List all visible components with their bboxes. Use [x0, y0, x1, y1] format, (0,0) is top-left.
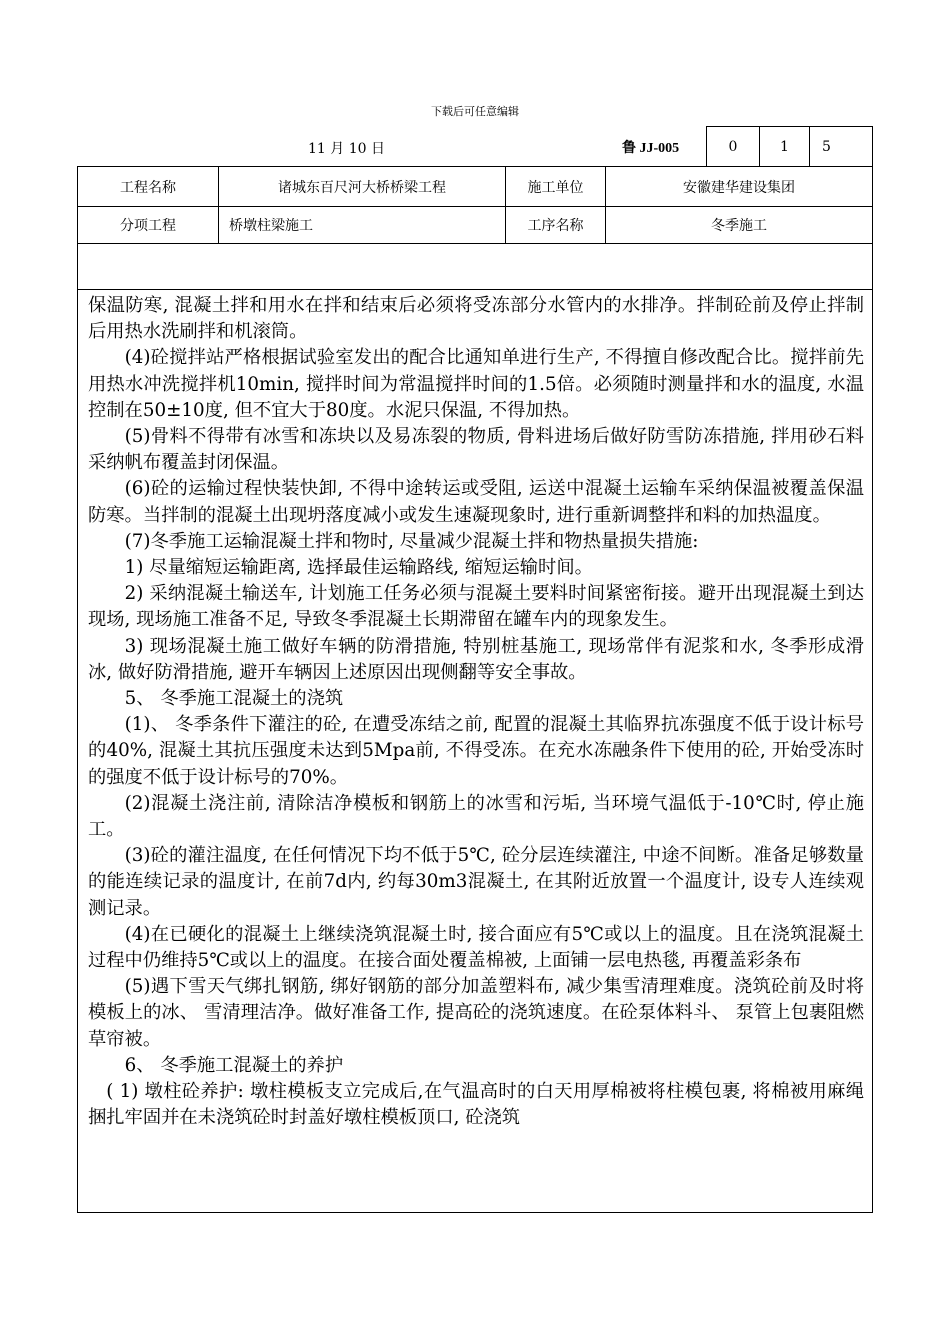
paragraph: 1) 尽量缩短运输距离, 选择最佳运输路线, 缩短运输时间。: [124, 557, 593, 579]
section-heading: 6、 冬季施工混凝土的养护: [124, 1054, 344, 1076]
section-heading: 5、 冬季施工混凝土的浇筑: [124, 688, 344, 710]
construction-record-table: [77, 166, 873, 1213]
project-name-value: 诸城东百尺河大桥桥梁工程: [219, 167, 506, 206]
number-box-3: 5: [809, 126, 873, 166]
contractor-label: 施工单位: [506, 167, 606, 206]
paragraph: (5)骨料不得带有冰雪和冻块以及易冻裂的物质, 骨料进场后做好防雪防冻措施, 拌用砂石料采纳帆布覆盖封闭保温。: [88, 426, 864, 474]
paragraph: (1)、 冬季条件下灌注的砼, 在遭受冻结之前, 配置的混凝土其临界抗冻强度不低于设计标号的40%, 混凝土其抗压强度未达到5Mpa前, 不得受冻。在充水冻融条件下使用的砼, 开始受冻时的强度不低于设计标号的70%。: [88, 714, 864, 788]
sub-project-label: 分项工程: [78, 207, 219, 243]
paragraph: 2) 采纳混凝土输送车, 计划施工任务必须与混凝土要料时间紧密衔接。避开出现混凝土到达现场, 现场施工准备不足, 导致冬季混凝土长期滞留在罐车内的现象发生。: [88, 583, 864, 631]
table-row-subproject: [78, 207, 872, 244]
form-code: 鲁 JJ-005: [622, 141, 680, 156]
paragraph: (4)在已硬化的混凝土上继续浇筑混凝土时, 接合面应有5℃或以上的温度。且在浇筑混凝土过程中仍维持5℃或以上的温度。在接合面处覆盖棉被, 上面铺一层电热毯, 再覆盖彩条布: [88, 923, 864, 972]
paragraph: (4)砼搅拌站严格根据试验室发出的配合比通知单进行生产, 不得擅自修改配合比。搅拌前先用热水冲洗搅拌机10min, 搅拌时间为常温搅拌时间的1.5倍。必须随时测量拌和水的温度, 水温控制在50±10度, 但不宜大于80度。水泥只保温, 不得加热。: [88, 347, 864, 421]
project-name-label: 工程名称: [78, 167, 219, 206]
paragraph: 3) 现场混凝土施工做好车辆的防滑措施, 特别桩基施工, 现场常伴有泥浆和水, 冬季形成滑冰, 做好防滑措施, 避开车辆因上述原因出现侧翻等安全事故。: [88, 635, 864, 683]
process-value: 冬季施工: [711, 218, 767, 234]
contractor-value: 安徽建华建设集团: [683, 179, 795, 196]
paragraph: (6)砼的运输过程快装快卸, 不得中途转运或受阻, 运送中混凝土运输车采纳保温被覆盖保温防寒。当拌制的混凝土出现坍落度减小或发生速凝现象时, 进行重新调整拌和料的加热温度。: [88, 478, 864, 526]
paragraph: ( 1) 墩柱砼养护: 墩柱模板支立完成后,在气温高时的白天用厚棉被将柱模包裹, 将棉被用麻绳捆扎牢固并在未浇筑砼时封盖好墩柱模板顶口, 砼浇筑: [88, 1081, 864, 1129]
download-note: 下载后可任意编辑: [431, 105, 519, 118]
table-row-blank: [78, 244, 872, 290]
paragraph: (3)砼的灌注温度, 在任何情况下均不低于5℃, 砼分层连续灌注, 中途不间断。准备足够数量的能连续记录的温度计, 在前7d内, 约每30m3混凝土, 在其附近放置一个温度计, 设专人连续观测记录。: [88, 845, 864, 919]
paragraph: (5)遇下雪天气绑扎钢筋, 绑好钢筋的部分加盖塑料布, 减少集雪清理难度。浇筑砼前及时将模板上的冰、 雪清理洁净。做好准备工作, 提高砼的浇筑速度。在砼泵体料斗、 泵管上包裹阻燃草帘被。: [88, 976, 864, 1050]
construction-content: [88, 293, 864, 1132]
process-label: 工序名称: [506, 207, 606, 243]
paragraph: (2)混凝土浇注前, 清除洁净模板和钢筋上的冰雪和污垢, 当环境气温低于-10℃时, 停止施工。: [88, 792, 864, 841]
record-date: 11 月 10 日: [308, 141, 385, 157]
number-box-2: 1: [759, 126, 810, 166]
sub-project-value: 桥墩柱梁施工: [219, 207, 506, 243]
paragraph: 保温防寒, 混凝土拌和用水在拌和结束后必须将受冻部分水管内的水排净。拌制砼前及停止拌制后用热水洗刷拌和机滚筒。: [88, 295, 864, 343]
table-row-project: [78, 167, 872, 207]
paragraph: (7)冬季施工运输混凝土拌和物时, 尽量减少混凝土拌和物热量损失措施:: [124, 530, 699, 552]
number-box-1: 0: [706, 126, 760, 166]
